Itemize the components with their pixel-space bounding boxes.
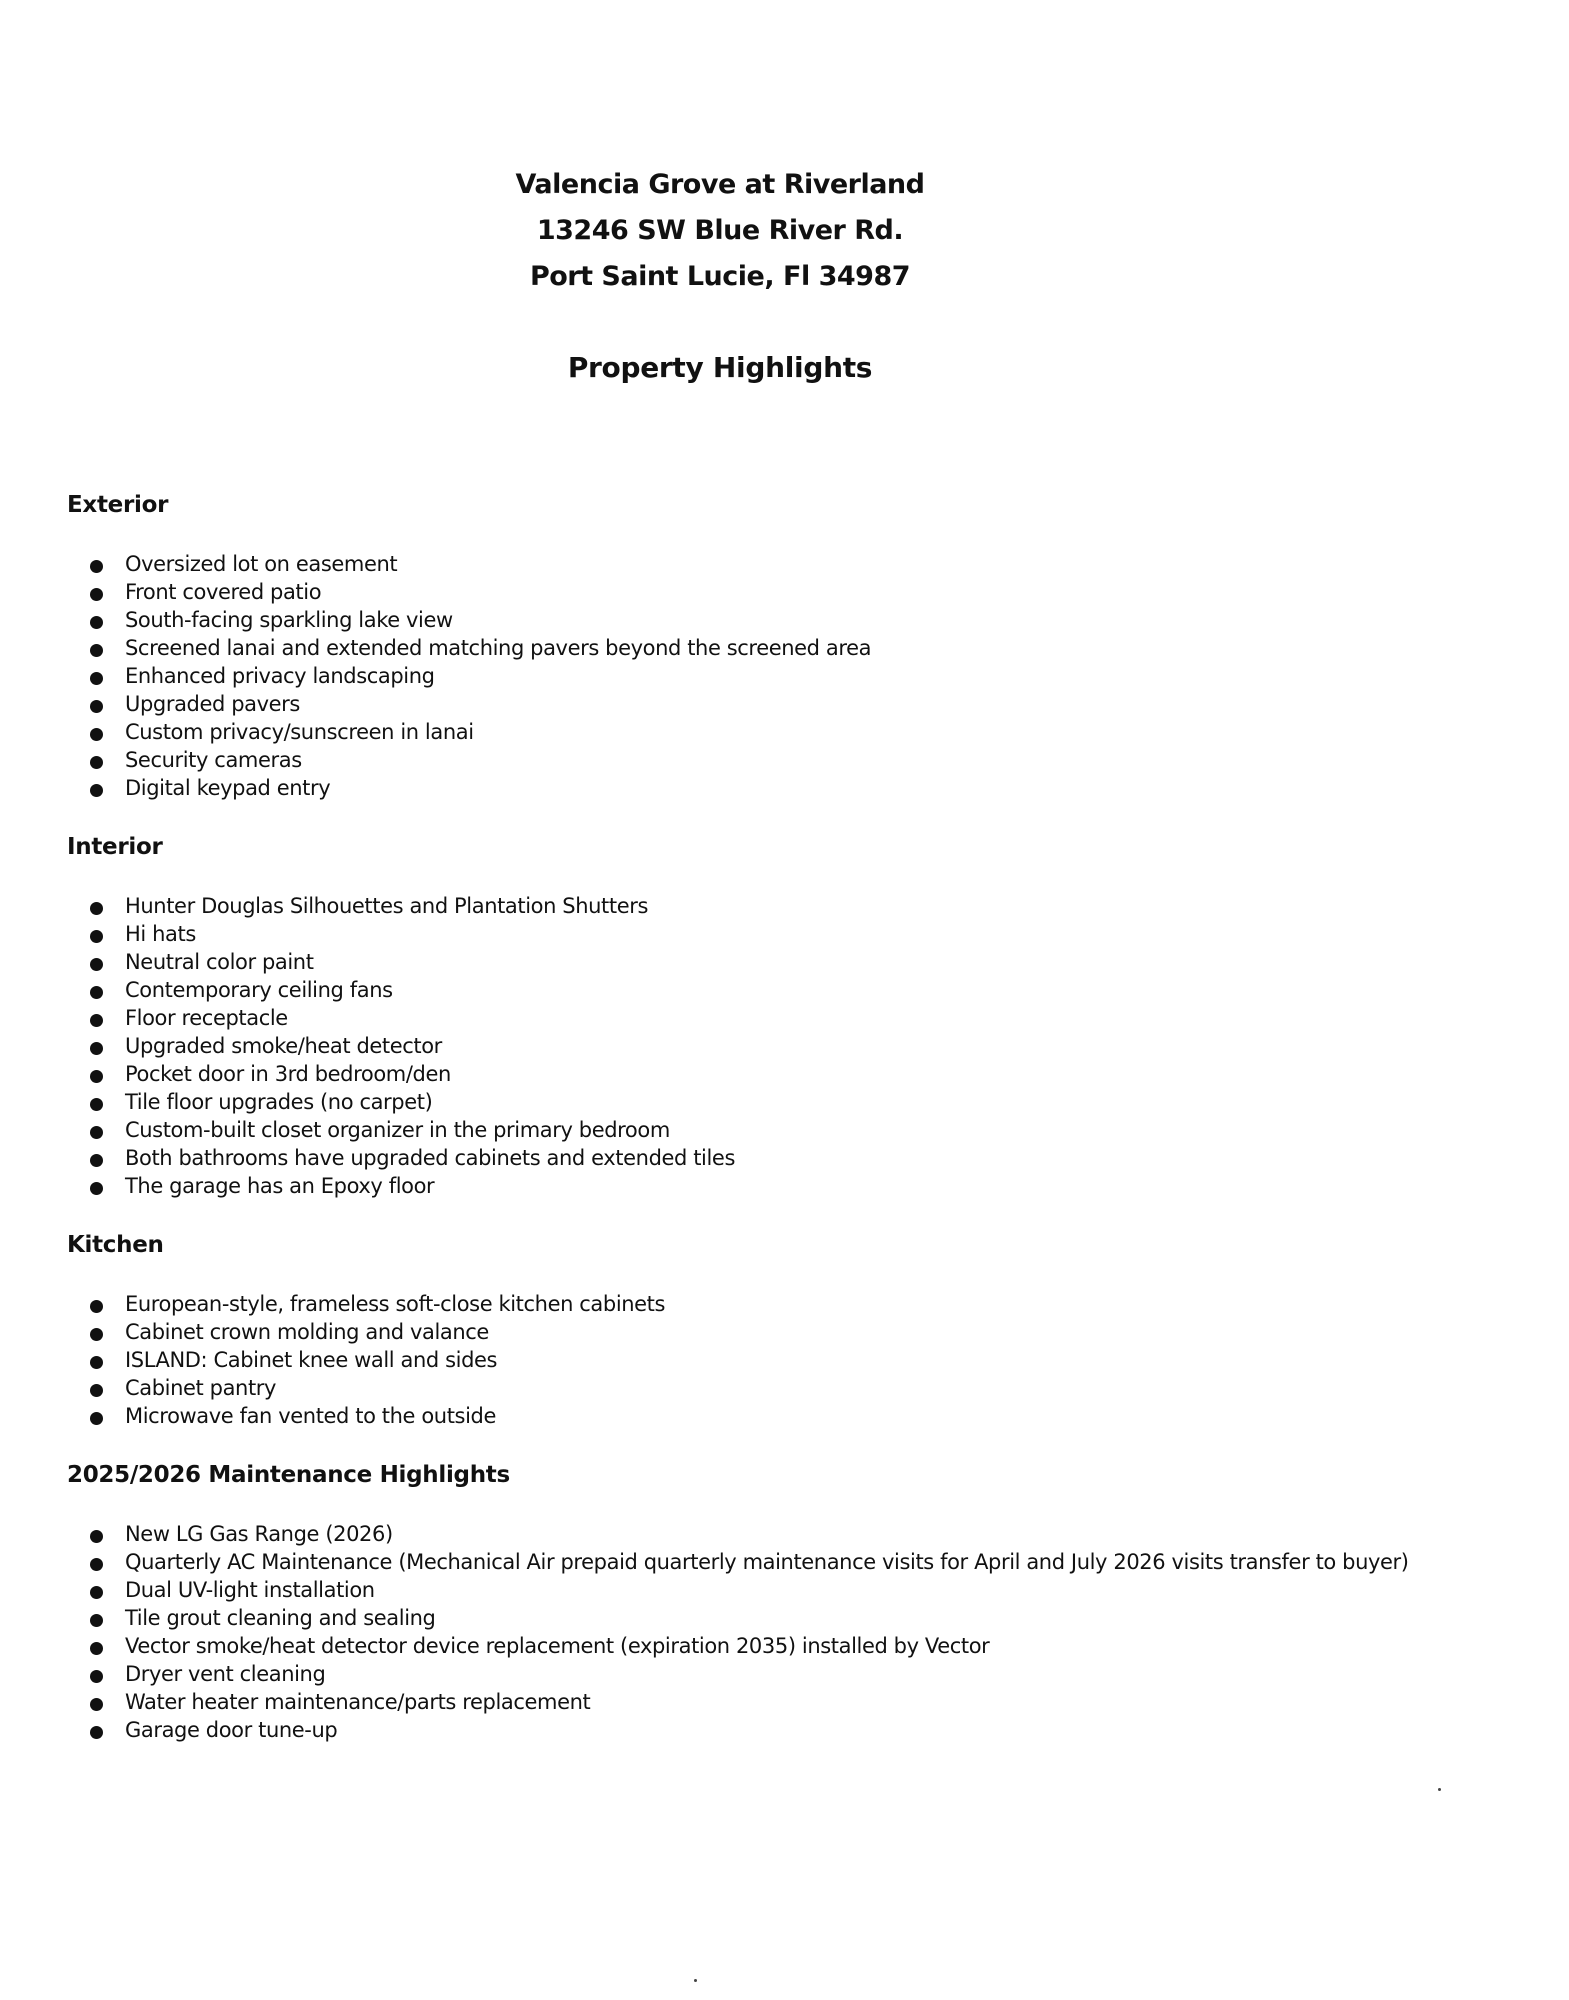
list-item — [67, 1402, 1425, 1430]
list-item-text: Oversized lot on easement — [125, 552, 398, 576]
section-exterior — [67, 490, 1507, 802]
bullet-icon — [90, 756, 103, 769]
list-item-text: South-facing sparkling lake view — [125, 608, 453, 632]
bullet-icon — [90, 1670, 103, 1683]
list-item-text: Floor receptacle — [125, 1006, 288, 1030]
bullet-icon — [90, 986, 103, 999]
list-item — [67, 892, 1425, 920]
list-item-text: Garage door tune-up — [125, 1718, 338, 1742]
list-item — [67, 1548, 1425, 1576]
list-item — [67, 746, 1425, 774]
document-header — [0, 162, 1440, 386]
list-item-text: Neutral color paint — [125, 950, 314, 974]
list-item — [67, 1604, 1425, 1632]
street-address: 13246 SW Blue River Rd. — [536, 215, 904, 246]
bullet-icon — [90, 1698, 103, 1711]
list-item-text: Digital keypad entry — [125, 776, 331, 800]
list-item-text: ISLAND: Cabinet knee wall and sides — [125, 1348, 498, 1372]
list-item-text: Dual UV-light installation — [125, 1578, 375, 1602]
list-item — [67, 1088, 1425, 1116]
bullet-icon — [90, 1014, 103, 1027]
list-item-text: Microwave fan vented to the outside — [125, 1404, 496, 1428]
list-item-text: Security cameras — [125, 748, 302, 772]
bullet-icon — [90, 930, 103, 943]
list-item — [67, 1660, 1425, 1688]
section-heading: Kitchen — [67, 1232, 164, 1258]
list-item-text: Vector smoke/heat detector device replacement (expiration 2035) installed by Vector — [125, 1634, 990, 1658]
list-item — [67, 976, 1425, 1004]
bullet-icon — [90, 1328, 103, 1341]
list-item — [67, 1346, 1425, 1374]
bullet-list — [67, 1520, 1507, 1744]
list-item — [67, 718, 1425, 746]
list-item — [67, 606, 1425, 634]
scan-speck — [694, 1979, 697, 1982]
list-item — [67, 1716, 1425, 1744]
list-item — [67, 1290, 1425, 1318]
city-state-zip: Port Saint Lucie, Fl 34987 — [529, 261, 911, 292]
list-item — [67, 1688, 1425, 1716]
list-item — [67, 1116, 1425, 1144]
list-item-text: European-style, frameless soft-close kitchen cabinets — [125, 1292, 666, 1316]
list-item-text: Hi hats — [125, 922, 196, 946]
bullet-icon — [90, 1384, 103, 1397]
list-item — [67, 1144, 1425, 1172]
bullet-icon — [90, 1614, 103, 1627]
list-item-text: Cabinet crown molding and valance — [125, 1320, 489, 1344]
bullet-icon — [90, 1530, 103, 1543]
list-item — [67, 1520, 1425, 1548]
bullet-icon — [90, 958, 103, 971]
bullet-icon — [90, 672, 103, 685]
bullet-icon — [90, 1154, 103, 1167]
list-item-text: The garage has an Epoxy floor — [125, 1174, 435, 1198]
bullet-icon — [90, 1726, 103, 1739]
list-item — [67, 920, 1425, 948]
list-item-text: Dryer vent cleaning — [125, 1662, 326, 1686]
list-item — [67, 1172, 1425, 1200]
bullet-icon — [90, 1412, 103, 1425]
list-item-text: Water heater maintenance/parts replacement — [125, 1690, 591, 1714]
list-item-text: Tile grout cleaning and sealing — [125, 1606, 436, 1630]
list-item — [67, 1632, 1425, 1660]
list-item-text: Hunter Douglas Silhouettes and Plantation Shutters — [125, 894, 649, 918]
bullet-icon — [90, 1070, 103, 1083]
list-item — [67, 1004, 1425, 1032]
bullet-icon — [90, 1586, 103, 1599]
list-item-text: Cabinet pantry — [125, 1376, 277, 1400]
bullet-icon — [90, 1558, 103, 1571]
bullet-icon — [90, 1642, 103, 1655]
list-item-text: Contemporary ceiling fans — [125, 978, 393, 1002]
scan-speck — [1438, 1788, 1441, 1791]
list-item-text: Upgraded pavers — [125, 692, 300, 716]
bullet-icon — [90, 1126, 103, 1139]
list-item-text: Custom-built closet organizer in the primary bedroom — [125, 1118, 670, 1142]
list-item — [67, 578, 1425, 606]
section-interior — [67, 832, 1507, 1200]
bullet-icon — [90, 728, 103, 741]
list-item-text: Screened lanai and extended matching pavers beyond the screened area — [125, 636, 872, 660]
section-kitchen — [67, 1230, 1507, 1430]
list-item — [67, 948, 1425, 976]
document-body — [67, 490, 1507, 1774]
bullet-icon — [90, 1356, 103, 1369]
list-item — [67, 774, 1425, 802]
bullet-list — [67, 550, 1507, 802]
community-name: Valencia Grove at Riverland — [515, 169, 925, 200]
bullet-icon — [90, 1098, 103, 1111]
bullet-icon — [90, 700, 103, 713]
bullet-icon — [90, 1182, 103, 1195]
bullet-icon — [90, 902, 103, 915]
list-item — [67, 1032, 1425, 1060]
list-item-text: New LG Gas Range (2026) — [125, 1522, 393, 1546]
list-item-text: Enhanced privacy landscaping — [125, 664, 435, 688]
bullet-list — [67, 1290, 1507, 1430]
list-item — [67, 1374, 1425, 1402]
list-item-text: Pocket door in 3rd bedroom/den — [125, 1062, 451, 1086]
bullet-icon — [90, 1300, 103, 1313]
list-item — [67, 690, 1425, 718]
section-heading: Exterior — [67, 492, 169, 518]
list-item — [67, 634, 1425, 662]
section-heading: 2025/2026 Maintenance Highlights — [67, 1462, 510, 1488]
bullet-icon — [90, 1042, 103, 1055]
list-item — [67, 1576, 1425, 1604]
bullet-list — [67, 892, 1507, 1200]
list-item — [67, 1318, 1425, 1346]
bullet-icon — [90, 560, 103, 573]
list-item-text: Tile floor upgrades (no carpet) — [125, 1090, 433, 1114]
list-item-text: Quarterly AC Maintenance (Mechanical Air prepaid quarterly maintenance visits for April and July 2026 visits transfer to buyer) — [125, 1550, 1409, 1574]
list-item — [67, 1060, 1425, 1088]
page-title: Property Highlights — [567, 351, 873, 384]
list-item — [67, 550, 1425, 578]
list-item-text: Front covered patio — [125, 580, 322, 604]
list-item — [67, 662, 1425, 690]
bullet-icon — [90, 784, 103, 797]
list-item-text: Upgraded smoke/heat detector — [125, 1034, 442, 1058]
bullet-icon — [90, 616, 103, 629]
bullet-icon — [90, 588, 103, 601]
list-item-text: Both bathrooms have upgraded cabinets and extended tiles — [125, 1146, 735, 1170]
section-2025-2026-maintenance-highlights — [67, 1460, 1507, 1744]
bullet-icon — [90, 644, 103, 657]
section-heading: Interior — [67, 834, 163, 860]
list-item-text: Custom privacy/sunscreen in lanai — [125, 720, 474, 744]
